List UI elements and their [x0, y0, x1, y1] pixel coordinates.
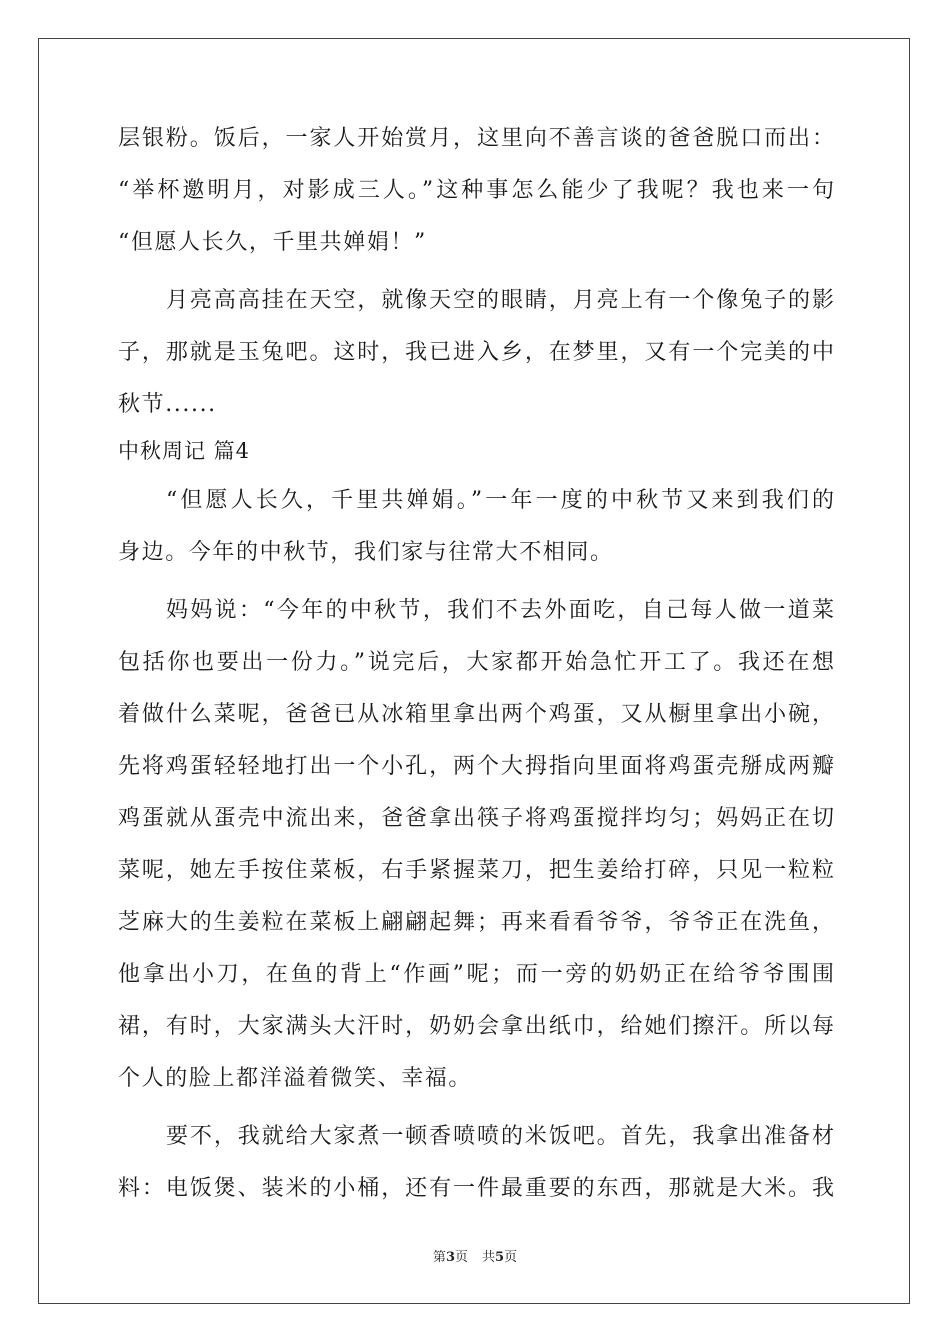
- text-line: 身边。今年的中秋节，我们家与往常大不相同。: [118, 540, 614, 565]
- text-line: 裙，有时，大家满头大汗时，奶奶会拿出纸巾，给她们擦汗。所以每: [118, 1014, 834, 1039]
- page-current: 3: [445, 1250, 455, 1265]
- text-line: “但愿人长久，千里共婵娟。”一年一度的中秋节又来到我们的: [166, 488, 834, 513]
- text-line: 他拿出小刀，在鱼的背上“作画”呢；而一旁的奶奶正在给爷爷围围: [118, 962, 834, 987]
- text-line: 子，那就是玉兔吧。这时，我已进入乡，在梦里，又有一个完美的中: [118, 340, 834, 365]
- text-line: 芝麻大的生姜粒在菜板上翩翩起舞；再来看看爷爷，爷爷正在洗鱼，: [118, 910, 834, 935]
- page-footer: [0, 1246, 950, 1265]
- text-line: 料：电饭煲、装米的小桶，还有一件最重要的东西，那就是大米。我: [118, 1176, 834, 1201]
- text-line: 层银粉。饭后，一家人开始赏月，这里向不善言谈的爸爸脱口而出：: [118, 126, 834, 151]
- page-prefix: 第: [432, 1250, 446, 1265]
- text-line: 个人的脸上都洋溢着微笑、幸福。: [118, 1066, 473, 1091]
- text-line: 月亮高高挂在天空，就像天空的眼睛，月亮上有一个像兔子的影: [166, 288, 834, 313]
- text-line: “但愿人长久，千里共婵娟！”: [118, 230, 427, 255]
- text-line: “举杯邀明月，对影成三人。”这种事怎么能少了我呢？我也来一句: [118, 178, 834, 203]
- text-line: 菜呢，她左手按住菜板，右手紧握菜刀，把生姜给打碎，只见一粒粒: [118, 858, 834, 883]
- page-total: 5: [495, 1250, 505, 1265]
- total-unit: 页: [504, 1250, 518, 1265]
- section-heading: 中秋周记 篇4: [118, 439, 251, 463]
- text-line: 妈妈说：“今年的中秋节，我们不去外面吃，自己每人做一道菜: [166, 598, 834, 623]
- text-line: 秋节......: [118, 392, 217, 417]
- text-line: 要不，我就给大家煮一顿香喷喷的米饭吧。首先，我拿出准备材: [166, 1124, 834, 1149]
- text-line: 先将鸡蛋轻轻地打出一个小孔，两个大拇指向里面将鸡蛋壳掰成两瓣: [118, 754, 834, 779]
- total-prefix: 共: [482, 1250, 496, 1265]
- text-line: 鸡蛋就从蛋壳中流出来，爸爸拿出筷子将鸡蛋搅拌均匀；妈妈正在切: [118, 806, 834, 831]
- page-unit: 页: [454, 1250, 468, 1265]
- text-line: 包括你也要出一份力。”说完后，大家都开始急忙开工了。我还在想: [118, 650, 834, 675]
- text-line: 着做什么菜呢，爸爸已从冰箱里拿出两个鸡蛋，又从橱里拿出小碗，: [118, 702, 834, 727]
